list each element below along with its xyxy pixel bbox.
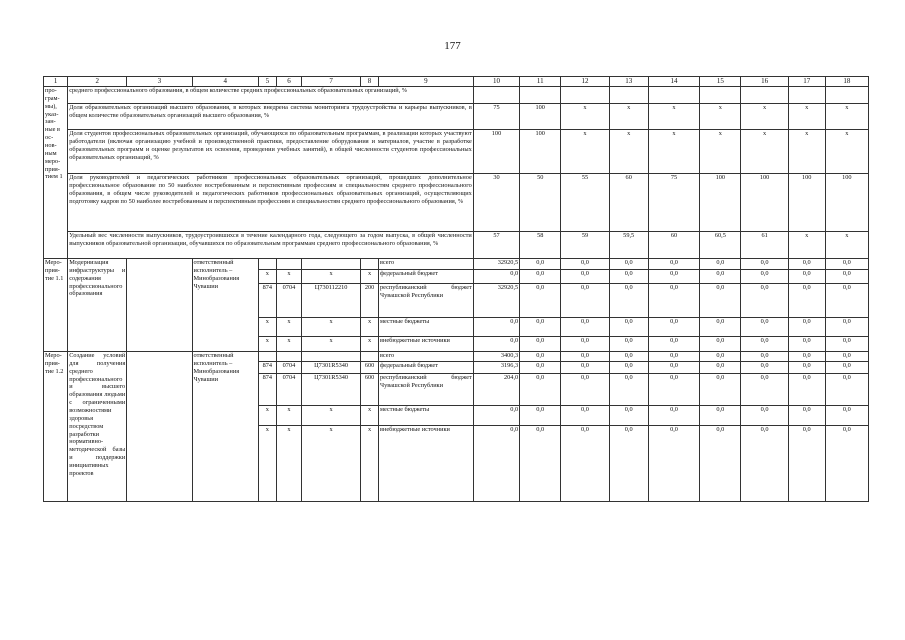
funding-value: 0,0 <box>520 362 561 374</box>
target-article-code <box>302 352 361 362</box>
funding-value: 0,0 <box>700 362 741 374</box>
funding-value: 0,0 <box>561 337 609 352</box>
indicator-value: х <box>825 104 868 130</box>
indicator-value: 60 <box>609 174 648 232</box>
funding-value: 0,0 <box>473 270 519 284</box>
indicator-value: 100 <box>825 174 868 232</box>
column-number: 9 <box>379 77 474 87</box>
expense-type-code: х <box>361 318 379 337</box>
funding-value: 0,0 <box>609 284 648 318</box>
funding-value: 0,0 <box>609 406 648 426</box>
funding-value: 0,0 <box>741 259 788 270</box>
indicator-row <box>44 232 869 259</box>
section-code: 0704 <box>276 362 301 374</box>
funding-source: внебюджетные источники <box>379 337 474 352</box>
column-number: 15 <box>700 77 741 87</box>
funding-value: 0,0 <box>700 337 741 352</box>
grbs-code: 874 <box>258 362 276 374</box>
funding-value: 0,0 <box>825 259 868 270</box>
funding-value: 0,0 <box>648 270 700 284</box>
indicator-value: 100 <box>700 174 741 232</box>
funding-value: 0,0 <box>700 318 741 337</box>
section-code <box>276 259 301 270</box>
target-article-code: х <box>302 426 361 502</box>
funding-value: 0,0 <box>520 259 561 270</box>
indicator-value: 59 <box>561 232 609 259</box>
indicator-value: 100 <box>473 130 519 174</box>
column-number: 12 <box>561 77 609 87</box>
funding-source: республиканский бюджет Чувашской Республики <box>379 284 474 318</box>
indicator-value: х <box>648 130 700 174</box>
funding-source: всего <box>379 259 474 270</box>
funding-value: 0,0 <box>788 284 825 318</box>
funding-value: 0,0 <box>648 406 700 426</box>
indicator-value <box>741 87 788 104</box>
funding-value: 0,0 <box>648 284 700 318</box>
indicator-value: 60 <box>648 232 700 259</box>
column-number: 10 <box>473 77 519 87</box>
indicator-value: 61 <box>741 232 788 259</box>
column-number: 7 <box>302 77 361 87</box>
funding-value: 0,0 <box>609 374 648 406</box>
section-code: 0704 <box>276 284 301 318</box>
funding-value: 0,0 <box>700 374 741 406</box>
indicator-text: Доля образовательных организаций высшего образования, в которых внедрена система мониторинга трудоустройства и карьеры выпускников, в общем количестве образовательных организаций высшего образования, % <box>68 104 474 130</box>
funding-value: 0,0 <box>741 374 788 406</box>
measure-label: Меро- прия- тие 1.1 <box>44 259 68 352</box>
funding-value: 0,0 <box>648 318 700 337</box>
funding-value: 0,0 <box>741 362 788 374</box>
indicator-value: х <box>561 104 609 130</box>
indicator-value: 75 <box>473 104 519 130</box>
indicator-value: х <box>741 104 788 130</box>
funding-value: 0,0 <box>648 374 700 406</box>
indicator-value: 30 <box>473 174 519 232</box>
section-code: х <box>276 426 301 502</box>
grbs-code: х <box>258 270 276 284</box>
indicator-value: 55 <box>561 174 609 232</box>
grbs-code: 874 <box>258 284 276 318</box>
funding-value: 0,0 <box>741 337 788 352</box>
column-number: 14 <box>648 77 700 87</box>
funding-value: 0,0 <box>741 406 788 426</box>
funding-value: 204,0 <box>473 374 519 406</box>
indicator-value: 100 <box>520 130 561 174</box>
funding-value: 0,0 <box>700 426 741 502</box>
funding-value: 0,0 <box>700 270 741 284</box>
indicator-value: х <box>825 130 868 174</box>
funding-value: 0,0 <box>825 318 868 337</box>
expense-type-code: 600 <box>361 374 379 406</box>
indicator-value <box>561 87 609 104</box>
funding-value: 0,0 <box>700 352 741 362</box>
funding-value: 0,0 <box>700 284 741 318</box>
funding-value: 0,0 <box>825 374 868 406</box>
target-article-code: х <box>302 270 361 284</box>
column-number: 6 <box>276 77 301 87</box>
target-article-code: Ц7301R5340 <box>302 374 361 406</box>
indicator-row <box>44 174 869 232</box>
funding-value: 32920,5 <box>473 259 519 270</box>
expense-type-code: х <box>361 270 379 284</box>
indicator-row <box>44 104 869 130</box>
column-number: 11 <box>520 77 561 87</box>
funding-value: 0,0 <box>561 426 609 502</box>
section-code: х <box>276 318 301 337</box>
funding-value: 0,0 <box>561 318 609 337</box>
indicator-value <box>473 87 519 104</box>
funding-value: 0,0 <box>788 352 825 362</box>
funding-source: местные бюджеты <box>379 406 474 426</box>
funding-value: 0,0 <box>825 284 868 318</box>
funding-value: 3400,3 <box>473 352 519 362</box>
measure-label: Меро- прия- тие 1.2 <box>44 352 68 502</box>
funding-value: 0,0 <box>473 406 519 426</box>
funding-value: 0,0 <box>561 259 609 270</box>
funding-value: 0,0 <box>520 352 561 362</box>
indicator-value: 50 <box>520 174 561 232</box>
funding-value: 0,0 <box>648 426 700 502</box>
funding-value: 0,0 <box>609 337 648 352</box>
measure-responsible: ответственный исполнитель – Минобразования Чувашии <box>192 352 258 502</box>
indicator-value: х <box>700 104 741 130</box>
indicator-value: 58 <box>520 232 561 259</box>
indicator-value: 100 <box>788 174 825 232</box>
indicator-value: х <box>788 104 825 130</box>
funding-value: 0,0 <box>788 406 825 426</box>
indicator-text: Доля руководителей и педагогических работников профессиональных образовательных организаций, прошедших дополнительное профессиональное образование по 50 наиболее востребованным и перспективным профессиям и специальностям среднего профессионального образования, в общем числе руководителей и педагогических работников профессиональных образовательных организаций, осуществляющих подготовку кадров по 50 наиболее востребованным и перспективным профессиям и специальностям среднего профессионального образования, % <box>68 174 474 232</box>
funding-row <box>44 259 869 270</box>
funding-value: 0,0 <box>700 259 741 270</box>
funding-value: 0,0 <box>825 406 868 426</box>
funding-source: местные бюджеты <box>379 318 474 337</box>
indicator-value <box>520 87 561 104</box>
indicator-value: х <box>648 104 700 130</box>
expense-type-code: 200 <box>361 284 379 318</box>
program-table <box>43 76 869 502</box>
funding-value: 0,0 <box>741 426 788 502</box>
indicator-value: х <box>788 130 825 174</box>
indicator-value <box>609 87 648 104</box>
indicator-value: х <box>825 232 868 259</box>
target-article-code: х <box>302 337 361 352</box>
funding-value: 0,0 <box>473 318 519 337</box>
indicator-value: х <box>609 130 648 174</box>
indicator-value: х <box>741 130 788 174</box>
funding-value: 0,0 <box>609 352 648 362</box>
funding-value: 0,0 <box>520 270 561 284</box>
funding-value: 0,0 <box>741 318 788 337</box>
funding-value: 32920,5 <box>473 284 519 318</box>
measure-empty-cell <box>127 259 192 352</box>
indicator-row <box>44 87 869 104</box>
column-number: 3 <box>127 77 192 87</box>
grbs-code: х <box>258 406 276 426</box>
funding-value: 0,0 <box>788 259 825 270</box>
indicator-value: х <box>561 130 609 174</box>
column-number: 5 <box>258 77 276 87</box>
funding-value: 0,0 <box>741 284 788 318</box>
funding-value: 0,0 <box>561 352 609 362</box>
indicator-value: х <box>788 232 825 259</box>
expense-type-code <box>361 352 379 362</box>
target-article-code: х <box>302 406 361 426</box>
target-article-code: Ц730112210 <box>302 284 361 318</box>
funding-value: 0,0 <box>788 318 825 337</box>
grbs-code: 874 <box>258 374 276 406</box>
expense-type-code: х <box>361 426 379 502</box>
indicator-value: 59,5 <box>609 232 648 259</box>
indicator-value <box>825 87 868 104</box>
funding-value: 0,0 <box>561 362 609 374</box>
indicator-row <box>44 130 869 174</box>
indicator-value: 100 <box>520 104 561 130</box>
column-number: 18 <box>825 77 868 87</box>
funding-value: 0,0 <box>648 259 700 270</box>
section-code: х <box>276 270 301 284</box>
expense-type-code: 600 <box>361 362 379 374</box>
funding-source: республиканский бюджет Чувашской Республики <box>379 374 474 406</box>
funding-source: внебюджетные источники <box>379 426 474 502</box>
column-number: 2 <box>68 77 127 87</box>
funding-source: всего <box>379 352 474 362</box>
indicator-value <box>648 87 700 104</box>
funding-value: 0,0 <box>561 406 609 426</box>
funding-value: 0,0 <box>561 374 609 406</box>
funding-value: 0,0 <box>561 270 609 284</box>
column-number: 13 <box>609 77 648 87</box>
header-row <box>44 77 869 87</box>
column-number: 8 <box>361 77 379 87</box>
measure-empty-cell <box>127 352 192 502</box>
funding-value: 0,0 <box>788 426 825 502</box>
funding-value: 0,0 <box>741 270 788 284</box>
funding-row <box>44 352 869 362</box>
grbs-code: х <box>258 337 276 352</box>
funding-value: 0,0 <box>520 318 561 337</box>
indicator-text: Удельный вес численности выпускников, трудоустроившихся в течение календарного года, следующего за годом выпуска, в общей численности выпускников образовательной организации, обучавшихся по образовательным программам среднего профессионального образования, % <box>68 232 474 259</box>
measure-name: Модернизация инфраструктуры и содержания профессионального образования <box>68 259 127 352</box>
funding-value: 0,0 <box>648 337 700 352</box>
target-article-code <box>302 259 361 270</box>
funding-value: 0,0 <box>473 426 519 502</box>
column-number: 4 <box>192 77 258 87</box>
section-code: х <box>276 337 301 352</box>
funding-value: 0,0 <box>520 374 561 406</box>
funding-value: 0,0 <box>825 426 868 502</box>
expense-type-code: х <box>361 406 379 426</box>
funding-value: 0,0 <box>609 270 648 284</box>
funding-value: 0,0 <box>788 337 825 352</box>
indicator-value: 100 <box>741 174 788 232</box>
funding-value: 0,0 <box>825 270 868 284</box>
funding-value: 0,0 <box>473 337 519 352</box>
expense-type-code: х <box>361 337 379 352</box>
indicator-value: 60,5 <box>700 232 741 259</box>
indicator-value: 75 <box>648 174 700 232</box>
program-label: про- грам- мы), указ- зан- ные в ос- нов- ным меро- прия- тием 1 <box>44 87 68 259</box>
funding-source: федеральный бюджет <box>379 270 474 284</box>
funding-value: 0,0 <box>648 362 700 374</box>
funding-value: 0,0 <box>609 426 648 502</box>
funding-value: 0,0 <box>700 406 741 426</box>
funding-source: федеральный бюджет <box>379 362 474 374</box>
indicator-value: 57 <box>473 232 519 259</box>
indicator-value <box>700 87 741 104</box>
measure-name: Создание условий для получения среднего профессионального и высшего образования людьми с ограниченными возможностями здоровья посредством разработки нормативно-методической базы и поддержки инициативных проектов <box>68 352 127 502</box>
section-code: 0704 <box>276 374 301 406</box>
section-code <box>276 352 301 362</box>
grbs-code <box>258 352 276 362</box>
funding-value: 0,0 <box>520 337 561 352</box>
funding-value: 0,0 <box>788 362 825 374</box>
funding-value: 0,0 <box>561 284 609 318</box>
funding-value: 0,0 <box>609 259 648 270</box>
funding-value: 0,0 <box>825 362 868 374</box>
target-article-code: Ц7301R5340 <box>302 362 361 374</box>
indicator-value: х <box>700 130 741 174</box>
page-number: 177 <box>444 40 461 52</box>
funding-value: 0,0 <box>520 284 561 318</box>
funding-value: 0,0 <box>741 352 788 362</box>
target-article-code: х <box>302 318 361 337</box>
funding-value: 0,0 <box>520 426 561 502</box>
grbs-code: х <box>258 318 276 337</box>
indicator-value <box>788 87 825 104</box>
funding-value: 3196,3 <box>473 362 519 374</box>
funding-value: 0,0 <box>520 406 561 426</box>
funding-value: 0,0 <box>788 270 825 284</box>
indicator-text: среднего профессионального образования, в общем количестве средних профессиональных образовательных организаций, % <box>68 87 474 104</box>
funding-value: 0,0 <box>825 337 868 352</box>
funding-value: 0,0 <box>648 352 700 362</box>
indicator-text: Доля студентов профессиональных образовательных организаций, обучающихся по образовательным программам, в реализации которых участвуют работодатели (включая организацию учебной и производственной практики, предоставление оборудования и материалов, участие в разработке образовательных программ и оценке результатов их освоения, проведении учебных занятий), в общей численности студентов профессиональных образовательных организаций, % <box>68 130 474 174</box>
measure-responsible: ответственный исполнитель – Минобразования Чувашии <box>192 259 258 352</box>
indicator-value: х <box>609 104 648 130</box>
grbs-code <box>258 259 276 270</box>
funding-value: 0,0 <box>788 374 825 406</box>
column-number: 16 <box>741 77 788 87</box>
funding-value: 0,0 <box>609 362 648 374</box>
expense-type-code <box>361 259 379 270</box>
section-code: х <box>276 406 301 426</box>
grbs-code: х <box>258 426 276 502</box>
column-number: 1 <box>44 77 68 87</box>
funding-value: 0,0 <box>609 318 648 337</box>
column-number: 17 <box>788 77 825 87</box>
funding-value: 0,0 <box>825 352 868 362</box>
